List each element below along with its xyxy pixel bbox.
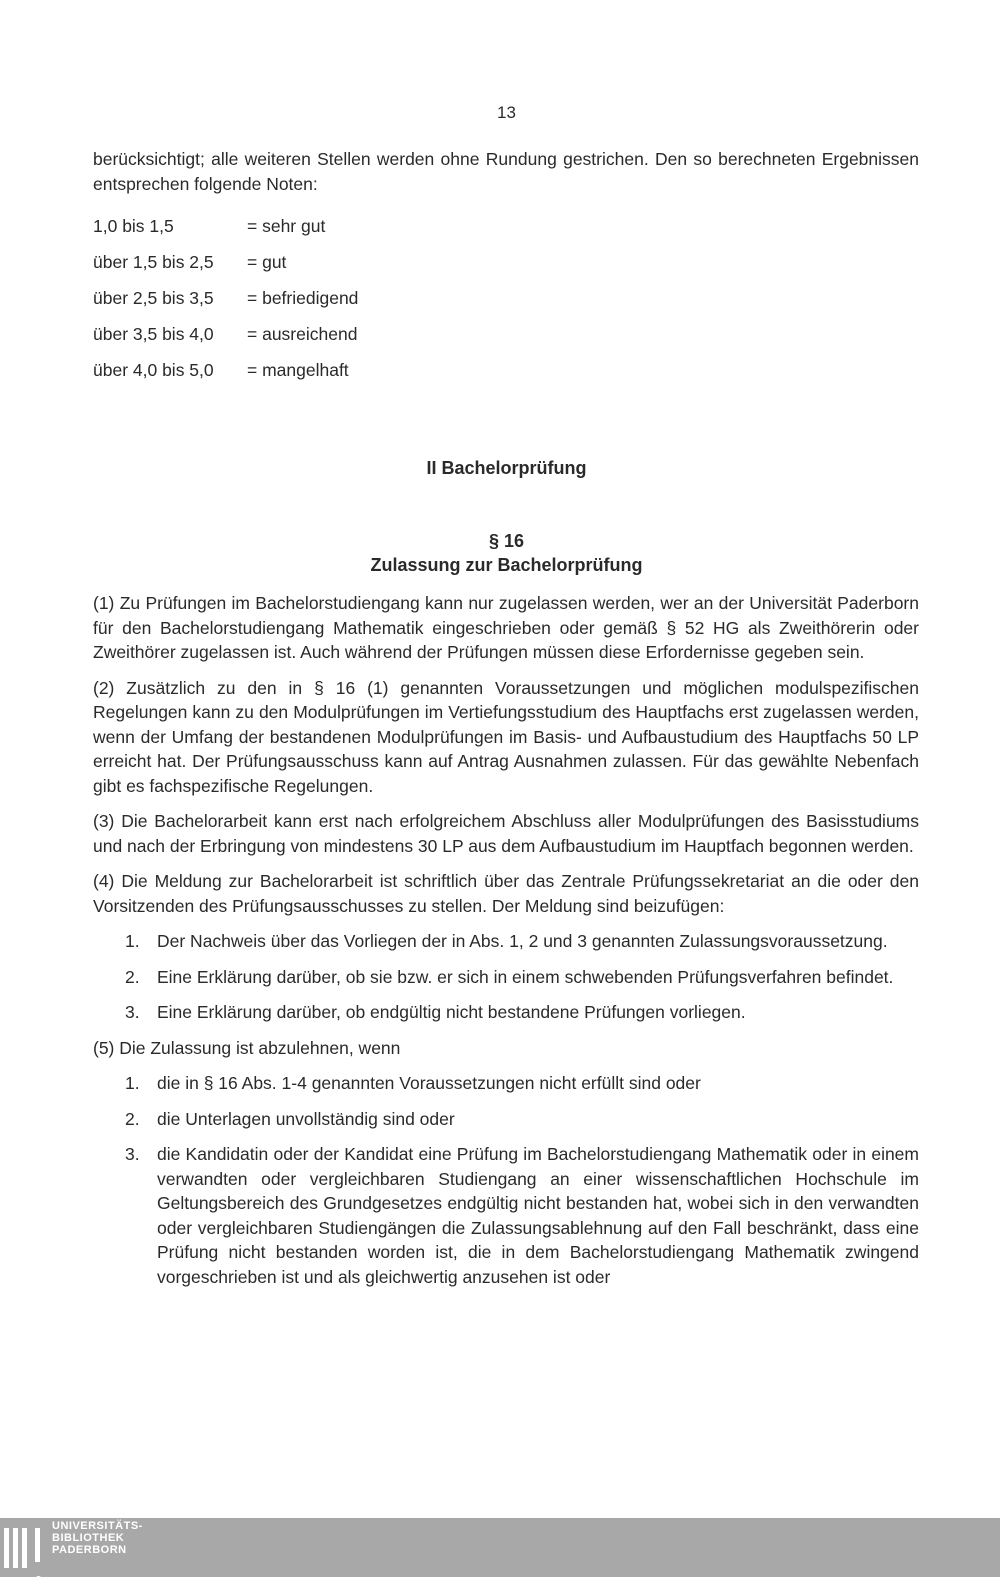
- list-number: 1.: [125, 1073, 140, 1093]
- list-text: Eine Erklärung darüber, ob sie bzw. er sich in einem schwebenden Prüfungsverfahren befindet.: [157, 966, 894, 987]
- grade-row: [93, 208, 919, 244]
- rejection-list: [93, 1071, 919, 1289]
- section-number: § 16: [488, 531, 525, 551]
- grade-label: = ausreichend: [247, 323, 358, 344]
- paragraph-5: (5) Die Zulassung ist abzulehnen, wenn: [93, 1037, 401, 1058]
- paragraph-2: (2) Zusätzlich zu den in § 16 (1) genannten Voraussetzungen und möglichen modulspezifischen Regelungen kann zu den Modulprüfungen im Vertiefungsstudium des Hauptfachs erst zugelassen werden, wenn der Umfang der bestandenen Modulprüfungen im Basis- und Aufbaustudium des Hauptfachs 50 LP erreicht hat. Der Prüfungsausschuss kann auf Antrag Ausnahmen zulassen. Für das gewählte Nebenfach gibt es fachspezifische Regelungen.: [93, 677, 919, 796]
- grade-label: = gut: [247, 251, 287, 272]
- list-text: Der Nachweis über das Vorliegen der in Abs. 1, 2 und 3 genannten Zulassungsvoraussetzung.: [157, 931, 888, 951]
- list-number: 3.: [125, 1144, 140, 1164]
- grade-label: = mangelhaft: [247, 359, 349, 380]
- library-name: [52, 1520, 143, 1556]
- grade-table: [93, 208, 919, 388]
- section-body: [93, 591, 919, 1300]
- list-number: 2.: [125, 1108, 140, 1129]
- grade-label: = sehr gut: [247, 215, 326, 236]
- intro-block: [93, 147, 919, 388]
- library-line: PADERBORN: [52, 1544, 127, 1556]
- list-item: [93, 1071, 919, 1096]
- grade-row: [93, 352, 919, 388]
- paragraph-4: (4) Die Meldung zur Bachelorarbeit ist schriftlich über das Zentrale Prüfungssekretariat an die oder den Vorsitzenden des Prüfungsausschusses zu stellen. Der Meldung sind beizufügen:: [93, 871, 919, 916]
- grade-range: über 4,0 bis 5,0: [93, 359, 214, 380]
- part-heading: II Bachelorprüfung: [426, 458, 587, 478]
- library-line: UNIVERSITÄTS-: [52, 1520, 143, 1532]
- library-footer: [0, 1518, 1000, 1577]
- list-item: [93, 929, 919, 954]
- list-number: 1.: [125, 931, 140, 951]
- paragraph-3: (3) Die Bachelorarbeit kann erst nach erfolgreichem Abschluss aller Modulprüfungen des Basisstudiums und nach der Erbringung von mindestens 30 LP aus dem Aufbaustudium im Hauptfach begonnen werden.: [93, 811, 919, 856]
- list-text: die in § 16 Abs. 1-4 genannten Voraussetzungen nicht erfüllt sind oder: [157, 1073, 701, 1093]
- grade-row: [93, 280, 919, 316]
- attachments-list: [93, 929, 919, 1025]
- page-number: 13: [497, 103, 516, 122]
- list-text: Eine Erklärung darüber, ob endgültig nicht bestandene Prüfungen vorliegen.: [157, 1002, 746, 1022]
- list-number: 2.: [125, 966, 140, 987]
- list-item: [93, 965, 919, 990]
- grade-range: über 3,5 bis 4,0: [93, 323, 214, 344]
- list-item: [93, 1000, 919, 1025]
- grade-row: [93, 244, 919, 280]
- library-line: BIBLIOTHEK: [52, 1532, 125, 1544]
- list-text: die Kandidatin oder der Kandidat eine Prüfung im Bachelorstudiengang Mathematik oder in einem verwandten oder vergleichbaren Studiengang an einer wissenschaftlichen Hochschule im Geltungsbereich des Grundgesetzes endgültig nicht bestanden hat, wobei sich in den verwandten oder vergleichbaren Studiengängen die Zulassungsablehnung auf den Fall beschränkt, dass eine Prüfung nicht bestanden worden ist, die in dem Bachelorstudiengang Mathematik zwingend vorgeschrieben ist und als gleichwertig anzusehen ist oder: [157, 1144, 919, 1287]
- intro-paragraph: berücksichtigt; alle weiteren Stellen werden ohne Rundung gestrichen. Den so berechneten Ergebnissen entsprechen folgende Noten:: [93, 149, 919, 194]
- grade-range: über 2,5 bis 3,5: [93, 287, 214, 308]
- section-title: Zulassung zur Bachelorprüfung: [370, 555, 643, 575]
- grade-row: [93, 316, 919, 352]
- list-number: 3.: [125, 1002, 140, 1022]
- grade-label: = befriedigend: [247, 287, 359, 308]
- grade-range: 1,0 bis 1,5: [93, 215, 174, 236]
- list-item: [93, 1142, 919, 1289]
- grade-range: über 1,5 bis 2,5: [93, 251, 214, 272]
- list-item: [93, 1107, 919, 1132]
- paragraph-1: (1) Zu Prüfungen im Bachelorstudiengang kann nur zugelassen werden, wer an der Universität Paderborn für den Bachelorstudiengang Mathematik eingeschrieben oder gemäß § 52 HG als Zweithörerin oder Zweithörer zugelassen ist. Auch während der Prüfungen müssen diese Erfordernisse gegeben sein.: [93, 593, 919, 662]
- list-text: die Unterlagen unvollständig sind oder: [157, 1108, 455, 1129]
